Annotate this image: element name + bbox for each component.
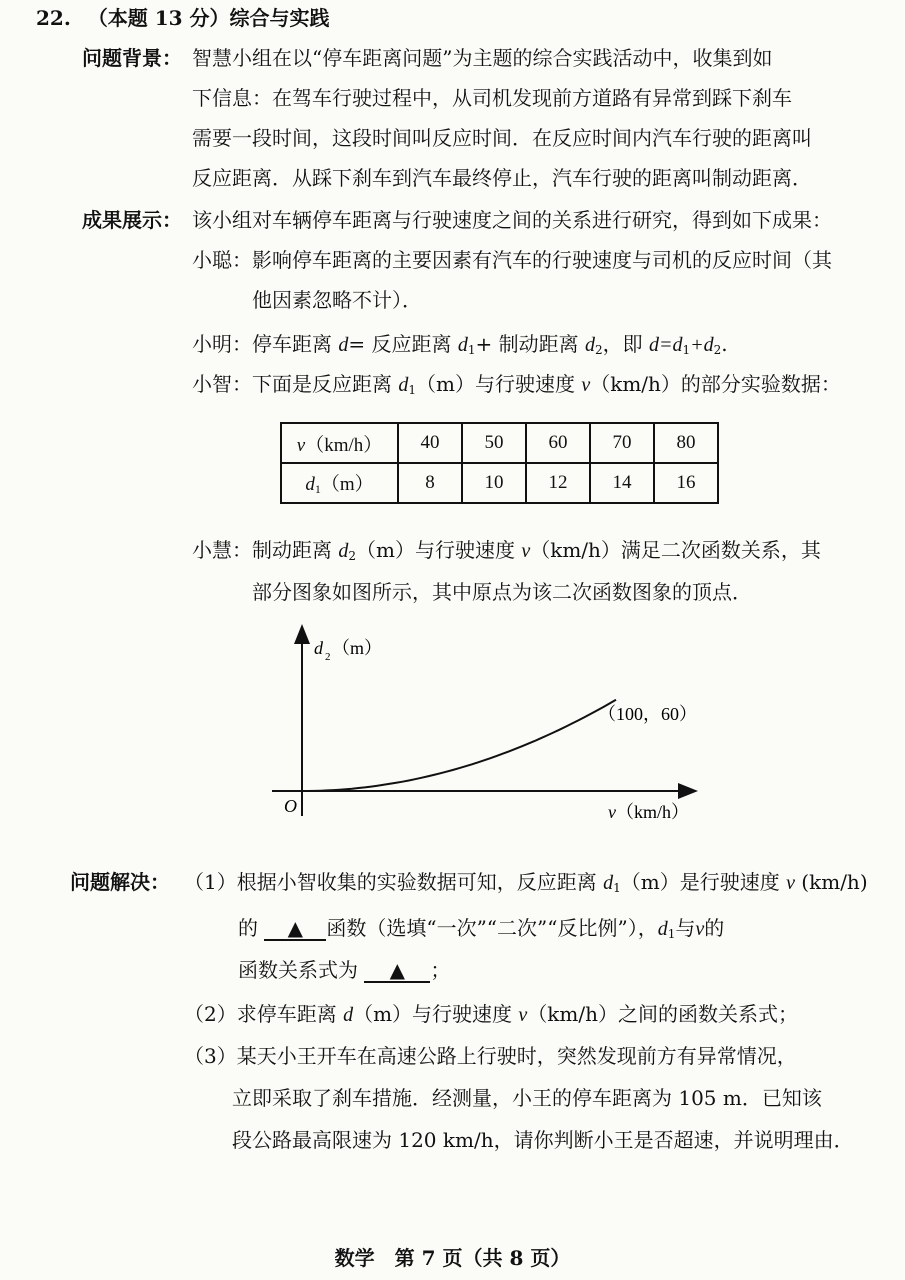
xiaoming-text-3: + 制动距离 [475,332,585,356]
x-axis-label: v（km/h） [608,802,690,822]
subscript-2-xh: 2 [348,549,356,563]
point-label: （100，60） [598,704,697,724]
symbol-d1-th: d [305,474,315,495]
question-header [36,4,330,32]
symbol-d1-xz: d [398,374,409,396]
table-header-v [281,423,398,463]
question-number: 22. [36,6,71,30]
formula-plus: +d [690,334,714,356]
symbol-d-p2: d [343,1004,354,1026]
results-intro: 该小组对车辆停车距离与行驶速度之间的关系进行研究，得到如下成果： [192,208,832,232]
symbol-d2: d [584,334,595,356]
p1-text-1b: （m）是行驶速度 [620,870,787,894]
xiaoming-name: 小明： [192,332,252,356]
solve-p2 [184,1000,798,1029]
table-cell: 10 [462,463,526,503]
y-axis-unit: （m） [332,638,383,658]
speed-distance-table [280,422,719,504]
symbol-v-xz: v [581,374,591,396]
p2-number: （2） [184,1002,237,1026]
xiaoming-text-2: = 反应距离 [348,332,458,356]
xiaozhi-text-3: （km/h）的部分实验数据： [590,372,841,396]
series-line [302,700,616,791]
answer-blank-1[interactable]: ▲ [264,917,326,941]
p1-text-1a: 根据小智收集的实验数据可知，反应距离 [236,870,604,894]
xiaocong-text: 影响停车距离的主要因素有汽车的行驶速度与司机的反应时间（其 [252,248,832,272]
background-line-2: 下信息：在驾车行驶过程中，从司机发现前方道路有异常到踩下刹车 [192,86,792,110]
symbol-v-p1: v [786,872,795,894]
p1-text-1c: (km/h) [794,870,868,894]
svg-text:d: d [314,638,323,658]
table-cell: 40 [398,423,462,463]
p2-text-3: （km/h）之间的函数关系式； [527,1002,799,1026]
solve-p1-line-1 [184,868,868,902]
symbol-d: d [338,334,349,356]
origin-label: O [284,796,297,816]
xiaohui-line-1 [192,536,821,570]
symbol-d1-p1: d [603,872,614,894]
symbol-d1: d [457,334,468,356]
svg-text:2: 2 [325,651,331,663]
xiaocong-line-2: 他因素忽略不计）． [252,288,422,312]
symbol-v-p1b: v [695,918,705,940]
xiaohui-text-1: 制动距离 [252,538,339,562]
xiaohui-text-3: （km/h）满足二次函数关系，其 [530,538,821,562]
solve-p1-line-3 [238,956,450,984]
table-row [281,463,718,503]
table-cell: 70 [590,423,654,463]
p1-text-2a: 的 [238,916,265,940]
p1-text-2c: 与 [675,916,696,940]
subscript-2: 2 [594,343,603,357]
table-cell: 12 [526,463,590,503]
solve-p3-line-2: 立即采取了刹车措施．经测量，小王的停车距离为 105 m．已知该 [232,1086,822,1110]
subscript-1-th: 1 [314,482,321,496]
symbol-v-xh: v [521,540,531,562]
subscript-1-xz: 1 [408,383,416,397]
solve-label: 问题解决： [70,870,170,894]
subscript-1-p1: 1 [613,881,621,895]
answer-blank-2[interactable]: ▲ [364,959,430,983]
solve-p1-line-2 [238,914,724,948]
xiaoming-text-1: 停车距离 [252,332,339,356]
table-header-v-unit: （km/h） [305,434,383,456]
xiaoming-text-4: ，即 [602,332,649,356]
subscript-1b: 1 [682,343,691,357]
y-axis-label [314,638,382,663]
xiaozhi-line [192,370,841,404]
table-cell: 60 [526,423,590,463]
solve-p3-line-3: 段公路最高限速为 120 km/h，请你判断小王是否超速，并说明理由． [232,1128,854,1152]
xiaozhi-text-1: 下面是反应距离 [252,372,399,396]
formula-eq: d=d [648,334,683,356]
symbol-d1-p1b: d [657,918,668,940]
p1-text-3b: ； [430,958,451,982]
symbol-d2-xh: d [338,540,349,562]
xiaohui-line-2: 部分图象如图所示，其中原点为该二次函数图象的顶点． [252,580,752,604]
xiaocong-line-1 [192,246,832,274]
xiaozhi-name: 小智： [192,372,252,396]
solve-p3-line-1 [184,1042,797,1070]
background-line-1: 智慧小组在以“停车距离问题”为主题的综合实践活动中，收集到如 [192,46,773,70]
p3-number: （3） [184,1044,237,1068]
table-header-d1-unit: （m） [320,474,374,495]
p2-text-2: （m）与行驶速度 [353,1002,519,1026]
xiaocong-name: 小聪： [192,248,252,272]
xiaohui-name: 小慧： [192,538,252,562]
p1-text-2d: 的 [704,916,725,940]
quadratic-graph [0,620,905,850]
p1-number: （1） [184,870,237,894]
symbol-v-th: v [296,434,306,456]
xiaozhi-text-2: （m）与行驶速度 [416,372,582,396]
results-label: 成果展示： [82,208,182,232]
background-line-3: 需要一段时间，这段时间叫反应时间．在反应时间内汽车行驶的距离叫 [192,126,812,150]
symbol-v-p2: v [518,1004,528,1026]
p1-text-2b: 函数（选填“一次”“二次”“反比例”）， [326,916,658,940]
background-label: 问题背景： [82,46,182,70]
table-cell: 8 [398,463,462,503]
table-cell: 16 [654,463,718,503]
p3-text-1: 某天小王开车在高速公路上行驶时，突然发现前方有异常情况， [236,1044,797,1068]
question-title: （本题 13 分）综合与实践 [87,6,330,30]
p2-text-1: 求停车距离 [236,1002,344,1026]
xiaohui-text-2: （m）与行驶速度 [356,538,522,562]
table-header-d1 [281,463,398,503]
background-line-4: 反应距离．从踩下刹车到汽车最终停止，汽车行驶的距离叫制动距离． [192,166,812,190]
p1-text-3a: 函数关系式为 [238,958,365,982]
subscript-1-p1b: 1 [667,927,676,941]
xiaoming-line: 小明：停车距离 d= 反应距离 $d_1+$ 制动距离 $d_2$，即 $d=d_1+d_2$. [192,332,728,357]
table-cell: 50 [462,423,526,463]
subscript-2b: 2 [713,343,722,357]
table-cell: 80 [654,423,718,463]
page-footer: 数学 第 7 页（共 8 页） [334,1246,571,1270]
table-row [281,423,718,463]
subscript-1: 1 [467,343,476,357]
table-cell: 14 [590,463,654,503]
